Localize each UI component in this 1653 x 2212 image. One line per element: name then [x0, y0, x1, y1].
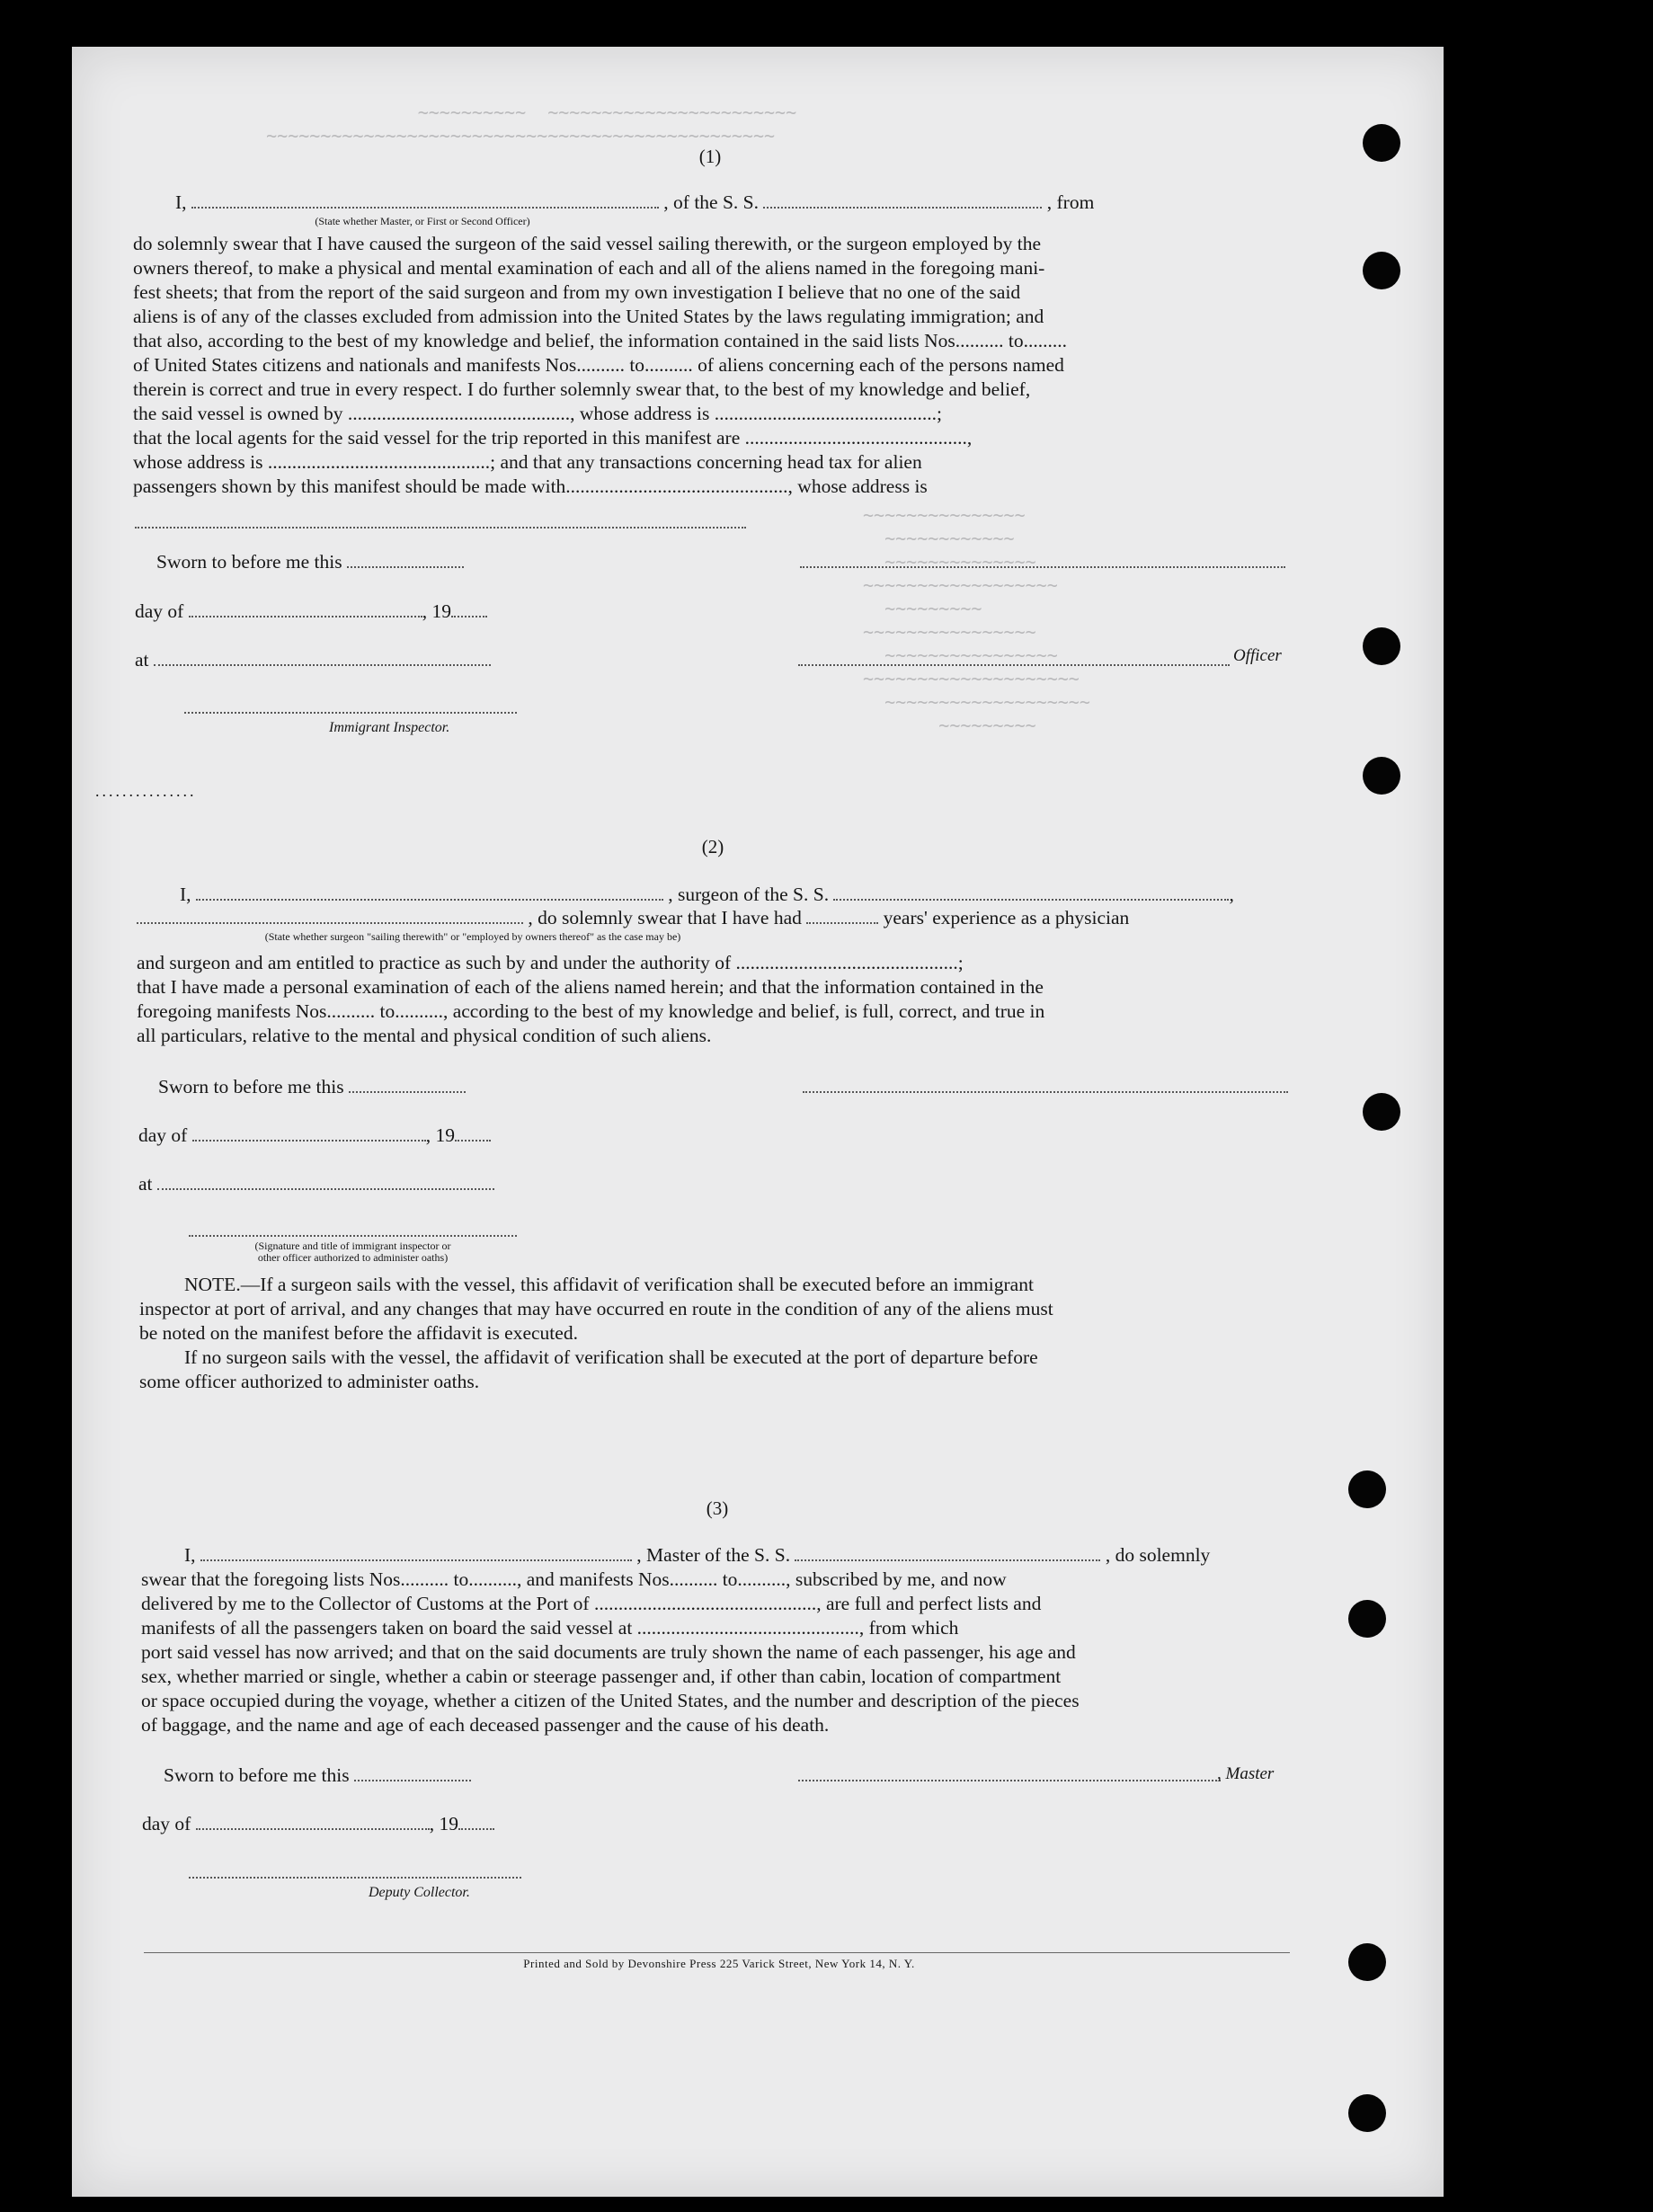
punch-hole [1348, 2094, 1386, 2132]
at-field[interactable] [154, 648, 491, 666]
year-label: , 19 [425, 1124, 455, 1146]
at-field[interactable] [157, 1172, 494, 1190]
surgeon-name-field[interactable] [196, 883, 663, 901]
note-line: be noted on the manifest before the affidavit is executed. [139, 1322, 578, 1344]
section-1-paragraph [133, 232, 1284, 499]
paragraph-line: foregoing manifests Nos.......... to.........., according to the best of my knowledge and belief, is full, correct, and true in [137, 1000, 1045, 1022]
sworn-label: Sworn to before me this [158, 1076, 344, 1097]
sworn-label: Sworn to before me this [156, 551, 342, 573]
sworn-line [164, 1763, 471, 1788]
inspector-signature-field[interactable] [184, 710, 517, 714]
paragraph-line: that also, according to the best of my knowledge and belief, the information contained in the said lists Nos.......... to......... [133, 330, 1067, 351]
of-ss-label: , of the S. S. [663, 191, 760, 213]
officer-label: Officer [1233, 646, 1282, 665]
day-line [138, 1124, 491, 1148]
surgeon-label: , surgeon of the S. S. [668, 884, 830, 905]
punch-hole [1363, 252, 1400, 289]
inspector-label: Immigrant Inspector. [329, 720, 450, 735]
note-line: NOTE.—If a surgeon sails with the vessel, this affidavit of verification shall be executed before an immigrant [184, 1274, 1034, 1295]
day-line [135, 600, 487, 624]
experience-label: years' experience as a physician [883, 907, 1130, 928]
day-of-label: day of [138, 1124, 188, 1146]
section-1-number: (1) [698, 146, 722, 167]
paragraph-line: the said vessel is owned by .............................................., whose address is ..............................................; [133, 403, 942, 424]
sworn-field[interactable] [347, 550, 464, 568]
paragraph-line: passengers shown by this manifest should be made with.............................................., whose address is [133, 475, 928, 497]
years-field[interactable] [806, 906, 878, 924]
deputy-signature-field[interactable] [189, 1875, 521, 1879]
section-3-number: (3) [706, 1497, 729, 1519]
note-line: If no surgeon sails with the vessel, the affidavit of verification shall be executed at the port of departure before [184, 1346, 1038, 1368]
day-field[interactable] [192, 1124, 426, 1142]
punch-hole [1363, 124, 1400, 162]
master-name-field[interactable] [200, 1543, 632, 1561]
at-label: at [138, 1173, 153, 1195]
year-field[interactable] [455, 1124, 491, 1142]
paragraph-line: and surgeon and am entitled to practice as such by and under the authority of ..............................................; [137, 952, 964, 973]
at-label: at [135, 649, 149, 671]
section-1-line [175, 191, 1094, 215]
paragraph-line: all particulars, relative to the mental and physical condition of such aliens. [137, 1025, 712, 1046]
year-field[interactable] [451, 600, 487, 617]
signature-note-line: other officer authorized to administer oaths) [257, 1251, 449, 1264]
punch-hole [1348, 1943, 1386, 1981]
paragraph-line: do solemnly swear that I have caused the surgeon of the said vessel sailing therewith, or the surgeon employed by the [133, 233, 1042, 254]
master-note: (State whether Master, or First or Second Officer) [315, 215, 530, 227]
paragraph-line: that I have made a personal examination of each of the aliens named herein; and that the information contained in the [137, 976, 1044, 998]
vessel-field[interactable] [763, 191, 1042, 209]
footer-rule [144, 1952, 1290, 1953]
note-paragraph [139, 1273, 1290, 1394]
paragraph-line: swear that the foregoing lists Nos.......... to.........., and manifests Nos.......... to.........., subscribed by me, and now [141, 1568, 1007, 1590]
day-field[interactable] [196, 1812, 430, 1830]
inspector-signature-field[interactable] [189, 1233, 517, 1237]
printer-imprint: Printed and Sold by Devonshire Press 225 Varick Street, New York 14, N. Y. [523, 1957, 915, 1970]
day-of-label: day of [142, 1813, 191, 1834]
signature-note [189, 1240, 517, 1264]
punch-hole [1348, 1600, 1386, 1638]
paragraph-line: port said vessel has now arrived; and that on the said documents are truly shown the name of each passenger, his age and [141, 1641, 1076, 1663]
swear-label: , do solemnly [1105, 1544, 1211, 1566]
section-2-paragraph [137, 951, 1287, 1048]
surgeon-type-field[interactable] [137, 906, 523, 924]
paragraph-line: fest sheets; that from the report of the said surgeon and from my own investigation I believe that no one of the said [133, 281, 1021, 303]
master-signature-field[interactable] [800, 564, 1285, 568]
paragraph-line: whose address is ..............................................; and that any transactions concerning head tax for alien [133, 451, 922, 473]
section-3-line-1 [184, 1543, 1210, 1568]
year-field[interactable] [458, 1812, 494, 1830]
swear-label: , do solemnly swear that I have had [528, 907, 802, 928]
section-3-paragraph [141, 1568, 1292, 1737]
name-field[interactable] [191, 191, 659, 209]
surgeon-signature-field[interactable] [803, 1089, 1288, 1093]
paragraph-line: sex, whether married or single, whether a cabin or steerage passenger and, if other than cabin, location of compartment [141, 1666, 1062, 1687]
master-signature-field[interactable] [798, 1778, 1221, 1781]
paragraph-line: of baggage, and the name and age of each deceased passenger and the cause of his death. [141, 1714, 830, 1736]
section-2-number: (2) [701, 836, 724, 857]
paragraph-line: or space occupied during the voyage, whether a citizen of the United States, and the number and description of the pieces [141, 1690, 1080, 1711]
surgeon-note: (State whether surgeon "sailing therewith" or "employed by owners thereof" as the case may be) [264, 930, 681, 943]
officer-signature-field[interactable] [798, 662, 1230, 666]
section-2-line-1: I, , surgeon of the S. S. , [180, 884, 1234, 905]
punch-hole [1363, 757, 1400, 795]
section-2-line-2 [137, 906, 1129, 930]
sworn-label: Sworn to before me this [164, 1764, 350, 1786]
bleed-through-text: ~~~~~~~~~~~~~~~ ~~~~~~~~~~~~ ~~~~~~~~~~~~~~ ~~~~~~~~~~~~~~~~~~ ~~~~~~~~~ ~~~~~~~~~~~~~~~~ ~~~~~~~~~~~~~~~~ ~~~~~~~~~~~~~~~~~~~~ ~~~~~~~~~~~~~~~~~~~ ~~~~~~~~~ [863, 504, 1090, 736]
paragraph-line: manifests of all the passengers taken on board the said vessel at .............................................., from which [141, 1617, 959, 1639]
surgeon-vessel-field[interactable] [833, 883, 1229, 901]
day-of-label: day of [135, 600, 184, 622]
i-label: I, [184, 1544, 196, 1566]
paragraph-line: owners thereof, to make a physical and mental examination of each and all of the aliens named in the foregoing mani- [133, 257, 1045, 279]
sworn-line [156, 550, 464, 574]
sworn-field[interactable] [349, 1075, 466, 1093]
paragraph-line: delivered by me to the Collector of Customs at the Port of .............................................., are full and perfect lists and [141, 1593, 1042, 1614]
sworn-line [158, 1075, 466, 1099]
master-label: , Master of the S. S. [636, 1544, 791, 1566]
year-label: , 19 [422, 600, 451, 622]
from-label: , from [1046, 191, 1095, 213]
paragraph-line: therein is correct and true in every respect. I do further solemnly swear that, to the best of my knowledge and belief, [133, 378, 1031, 400]
address-field[interactable] [135, 525, 746, 529]
signature-note-line: (Signature and title of immigrant inspector or [254, 1239, 451, 1252]
punch-hole [1363, 627, 1400, 665]
punch-hole [1348, 1470, 1386, 1508]
day-line [142, 1812, 494, 1836]
paragraph-line: aliens is of any of the classes excluded from admission into the United States by the laws regulating immigration; and [133, 306, 1044, 327]
at-line [135, 648, 491, 672]
master-vessel-field[interactable] [795, 1543, 1100, 1561]
bleed-through-text: ~~~~~~~~~~ ~~~~~~~~~~~~~~~~~~~~~~~ ~~~~~~~~~~~~~~~~~~~~~~~~~~~~~~~~~~~~~~~~~~~~~~~ [266, 102, 797, 147]
note-line: some officer authorized to administer oaths. [139, 1371, 480, 1392]
at-line [138, 1172, 494, 1196]
year-label: , 19 [429, 1813, 458, 1834]
day-field[interactable] [189, 600, 422, 617]
i-label: I, [180, 884, 191, 905]
paragraph-line: of United States citizens and nationals and manifests Nos.......... to.......... of aliens concerning each of the persons named [133, 354, 1064, 376]
sworn-field[interactable] [354, 1763, 471, 1781]
punch-hole [1363, 1093, 1400, 1131]
deputy-label: Deputy Collector. [369, 1885, 470, 1900]
margin-dots: ............... [95, 782, 197, 800]
note-line: inspector at port of arrival, and any changes that may have occurred en route in the condition of any of the aliens must [139, 1298, 1053, 1319]
master-label: , Master [1217, 1764, 1275, 1783]
paragraph-line: that the local agents for the said vessel for the trip reported in this manifest are .............................................., [133, 427, 973, 449]
i-label: I, [175, 191, 187, 213]
